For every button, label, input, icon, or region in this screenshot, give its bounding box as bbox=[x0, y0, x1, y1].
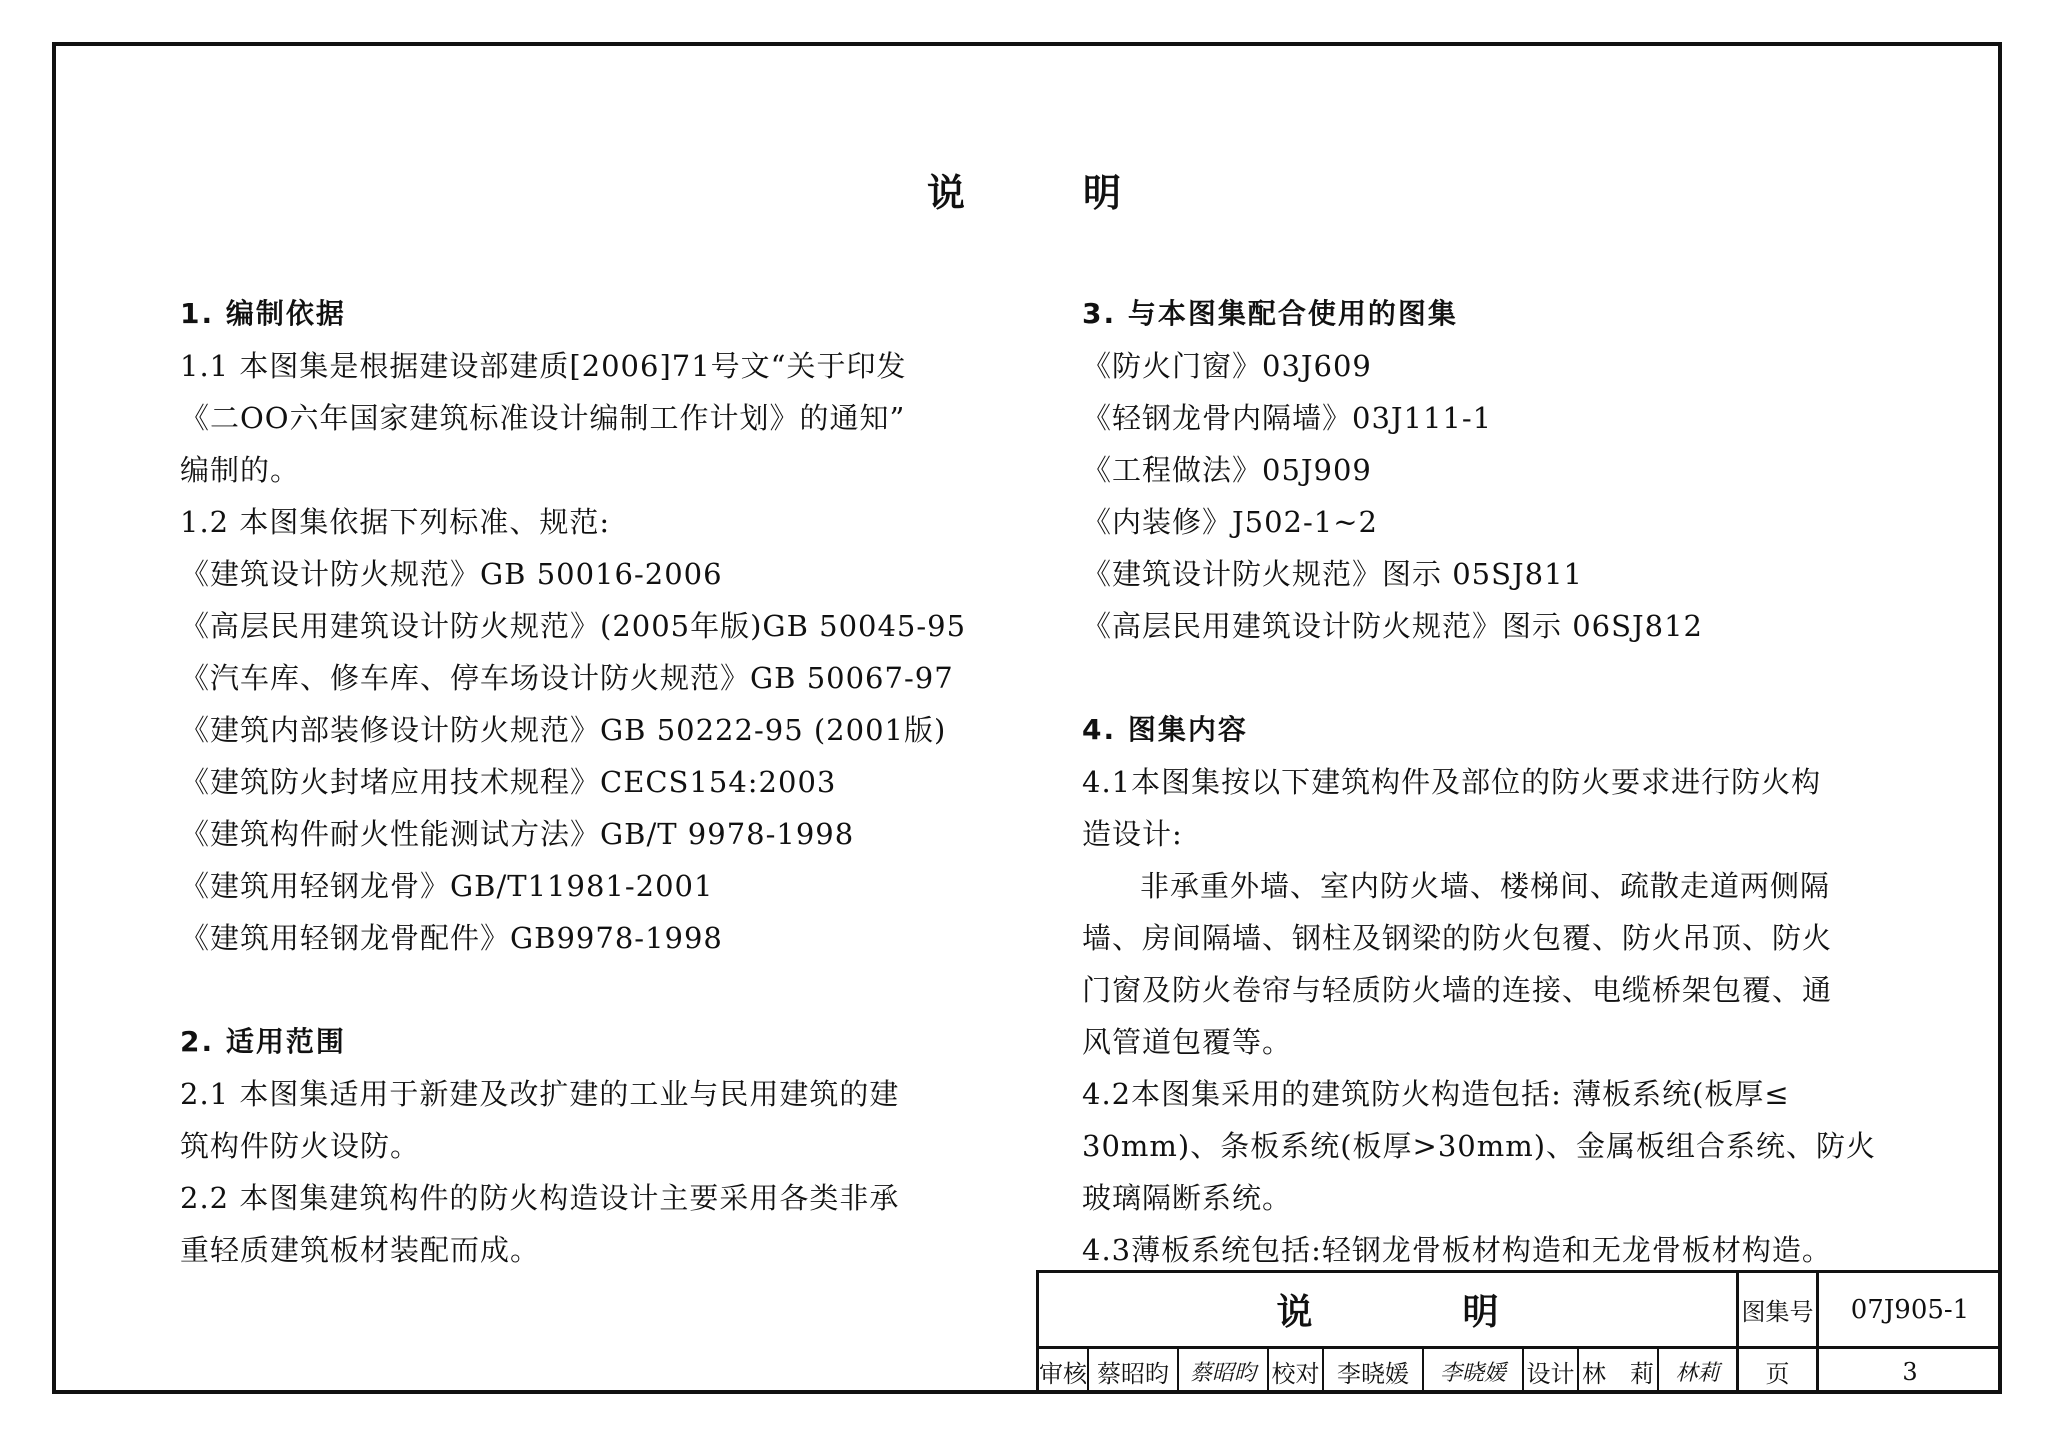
page-label: 页 bbox=[1739, 1349, 1819, 1394]
designer-signature: 林莉 bbox=[1659, 1349, 1739, 1394]
reviewer-signature: 蔡昭昀 bbox=[1179, 1349, 1269, 1394]
checker-signature: 李晓媛 bbox=[1424, 1349, 1524, 1394]
left-column bbox=[180, 288, 980, 1276]
text-line: 墙、房间隔墙、钢柱及钢梁的防火包覆、防火吊顶、防火 bbox=[1082, 921, 1833, 955]
text-line: 4.1本图集按以下建筑构件及部位的防火要求进行防火构 bbox=[1082, 765, 1822, 799]
text-line: 30mm)、条板系统(板厚>30mm)、金属板组合系统、防火 bbox=[1082, 1129, 1877, 1163]
text-line: 风管道包覆等。 bbox=[1082, 1025, 1293, 1059]
atlas-number: 07J905-1 bbox=[1850, 1294, 1970, 1325]
text-line: 《建筑用轻钢龙骨配件》GB9978-1998 bbox=[180, 921, 723, 955]
review-label: 审核 bbox=[1039, 1349, 1089, 1394]
text-line: 玻璃隔断系统。 bbox=[1082, 1181, 1293, 1215]
section-heading: 2. 适用范围 bbox=[180, 1025, 346, 1058]
text-line: 《轻钢龙骨内隔墙》03J111-1 bbox=[1082, 401, 1493, 435]
right-column bbox=[1082, 288, 1882, 1276]
design-label: 设计 bbox=[1524, 1349, 1579, 1394]
text-line: 《建筑内部装修设计防火规范》GB 50222-95 (2001版) bbox=[180, 713, 947, 747]
spacer bbox=[1082, 652, 1882, 704]
text-line: 《工程做法》05J909 bbox=[1082, 453, 1372, 487]
checker-name: 李晓媛 bbox=[1324, 1349, 1424, 1394]
text-line: 《防火门窗》03J609 bbox=[1082, 349, 1372, 383]
text-line: 《二OO六年国家建筑标准设计编制工作计划》的通知” bbox=[180, 401, 906, 435]
title-block-title: 说明 bbox=[1039, 1273, 1739, 1346]
text-line: 《内装修》J502-1~2 bbox=[1082, 505, 1378, 539]
page-number: 3 bbox=[1902, 1357, 1918, 1386]
text-line: 4.3薄板系统包括:轻钢龙骨板材构造和无龙骨板材构造。 bbox=[1082, 1233, 1832, 1267]
page-title: 说 明 bbox=[926, 171, 1161, 215]
text-line: 《建筑构件耐火性能测试方法》GB/T 9978-1998 bbox=[180, 817, 855, 851]
section-heading: 4. 图集内容 bbox=[1082, 713, 1248, 746]
text-line: 筑构件防火设防。 bbox=[180, 1129, 421, 1163]
text-line: 重轻质建筑板材装配而成。 bbox=[180, 1233, 541, 1267]
text-line: 非承重外墙、室内防火墙、楼梯间、疏散走道两侧隔 bbox=[1140, 869, 1831, 903]
text-line: 1.2 本图集依据下列标准、规范: bbox=[180, 505, 611, 539]
section-heading: 3. 与本图集配合使用的图集 bbox=[1082, 297, 1458, 330]
text-line: 2.2 本图集建筑构件的防火构造设计主要采用各类非承 bbox=[180, 1181, 900, 1215]
section-heading: 1. 编制依据 bbox=[180, 297, 346, 330]
text-line: 《高层民用建筑设计防火规范》(2005年版)GB 50045-95 bbox=[180, 609, 967, 643]
spacer bbox=[180, 964, 980, 1016]
atlas-number-label: 图集号 bbox=[1739, 1273, 1819, 1346]
text-line: 4.2本图集采用的建筑防火构造包括: 薄板系统(板厚≤ bbox=[1082, 1077, 1790, 1111]
text-line: 2.1 本图集适用于新建及改扩建的工业与民用建筑的建 bbox=[180, 1077, 900, 1111]
title-block-row-signatures bbox=[1039, 1349, 2002, 1394]
text-line: 《建筑用轻钢龙骨》GB/T11981-2001 bbox=[180, 869, 714, 903]
text-line: 1.1 本图集是根据建设部建质[2006]71号文“关于印发 bbox=[180, 349, 907, 383]
reviewer-name: 蔡昭昀 bbox=[1089, 1349, 1179, 1394]
text-line: 《高层民用建筑设计防火规范》图示 06SJ812 bbox=[1082, 609, 1703, 643]
designer-name: 林 莉 bbox=[1579, 1349, 1659, 1394]
text-line: 《建筑防火封堵应用技术规程》CECS154:2003 bbox=[180, 765, 837, 799]
text-line: 门窗及防火卷帘与轻质防火墙的连接、电缆桥架包覆、通 bbox=[1082, 973, 1833, 1007]
text-line: 《汽车库、修车库、停车场设计防火规范》GB 50067-97 bbox=[180, 661, 954, 695]
check-label: 校对 bbox=[1269, 1349, 1324, 1394]
title-block bbox=[1036, 1270, 2002, 1394]
text-line: 编制的。 bbox=[180, 453, 301, 487]
text-line: 《建筑设计防火规范》图示 05SJ811 bbox=[1082, 557, 1583, 591]
text-line: 造设计: bbox=[1082, 817, 1183, 851]
title-block-row-main bbox=[1039, 1273, 2002, 1349]
text-line: 《建筑设计防火规范》GB 50016-2006 bbox=[180, 557, 723, 591]
